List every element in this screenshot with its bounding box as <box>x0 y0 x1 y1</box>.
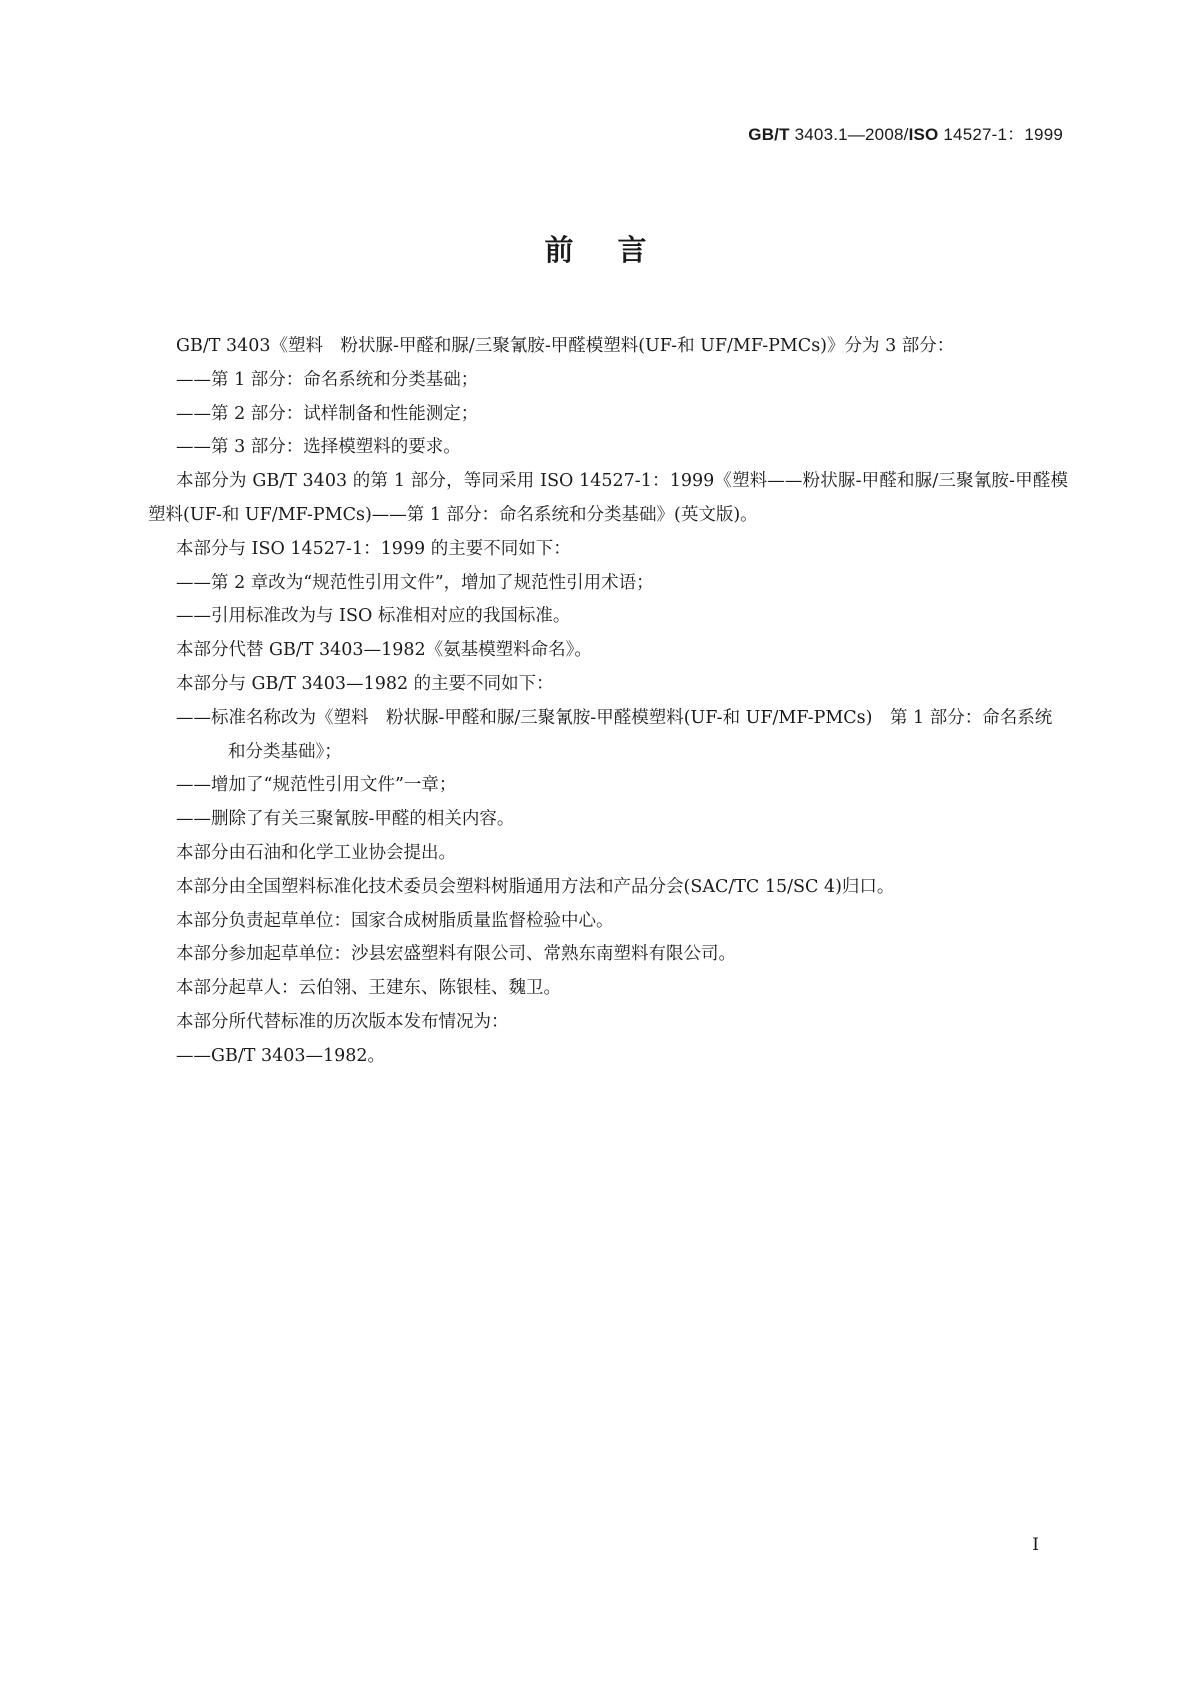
paragraph: 本部分与 GB/T 3403—1982 的主要不同如下： <box>176 673 554 694</box>
std-prefix: GB/T <box>748 125 790 144</box>
page-title: 前言 <box>544 233 691 267</box>
foreword-body <box>148 330 1068 1074</box>
iso-prefix: ISO <box>908 125 939 144</box>
paragraph: 本部分为 GB/T 3403 的第 1 部分，等同采用 ISO 14527-1：1999《塑料——粉状脲-甲醛和脲/三聚氰胺-甲醛模塑料(UF-和 UF/MF-PMCs)——第 1 部分：命名系统和分类基础》(英文版)。 <box>148 471 1068 525</box>
list-item: ——第 2 部分：试样制备和性能测定； <box>176 403 479 424</box>
list-item: ——第 3 部分：选择模塑料的要求。 <box>176 437 461 458</box>
page-number: I <box>1032 1535 1039 1555</box>
list-item: ——增加了“规范性引用文件”一章； <box>176 775 457 796</box>
list-item: ——GB/T 3403—1982。 <box>176 1045 386 1066</box>
paragraph: 本部分由全国塑料标准化技术委员会塑料树脂通用方法和产品分会(SAC/TC 15/SC 4)归口。 <box>176 876 895 897</box>
paragraph: 本部分参加起草单位：沙县宏盛塑料有限公司、常熟东南塑料有限公司。 <box>176 944 736 965</box>
list-item: ——删除了有关三聚氰胺-甲醛的相关内容。 <box>176 809 515 830</box>
paragraph: 本部分由石油和化学工业协会提出。 <box>176 842 456 863</box>
paragraph: 本部分与 ISO 14527-1：1999 的主要不同如下： <box>176 538 571 559</box>
iso-number: 14527-1：1999 <box>938 125 1063 144</box>
paragraph: 本部分起草人：云伯翎、王建东、陈银桂、魏卫。 <box>176 978 561 999</box>
paragraph: GB/T 3403《塑料 粉状脲-甲醛和脲/三聚氰胺-甲醛模塑料(UF-和 UF/MF-PMCs)》分为 3 部分： <box>176 336 955 356</box>
list-item: ——第 1 部分：命名系统和分类基础； <box>176 369 479 390</box>
paragraph: 本部分负责起草单位：国家合成树脂质量监督检验中心。 <box>176 910 614 931</box>
paragraph: 本部分所代替标准的历次版本发布情况为： <box>176 1011 509 1032</box>
std-number: 3403.1—2008/ <box>789 125 909 144</box>
paragraph: 本部分代替 GB/T 3403—1982《氨基模塑料命名》。 <box>176 640 592 661</box>
list-item: ——标准名称改为《塑料 粉状脲-甲醛和脲/三聚氰胺-甲醛模塑料(UF-和 UF/MF-PMCs) 第 1 部分：命名系统和分类基础》； <box>176 707 1053 762</box>
list-item: ——引用标准改为与 ISO 标准相对应的我国标准。 <box>176 606 571 627</box>
list-item: ——第 2 章改为“规范性引用文件”，增加了规范性引用术语； <box>176 572 654 593</box>
standard-number-header <box>748 120 1063 145</box>
